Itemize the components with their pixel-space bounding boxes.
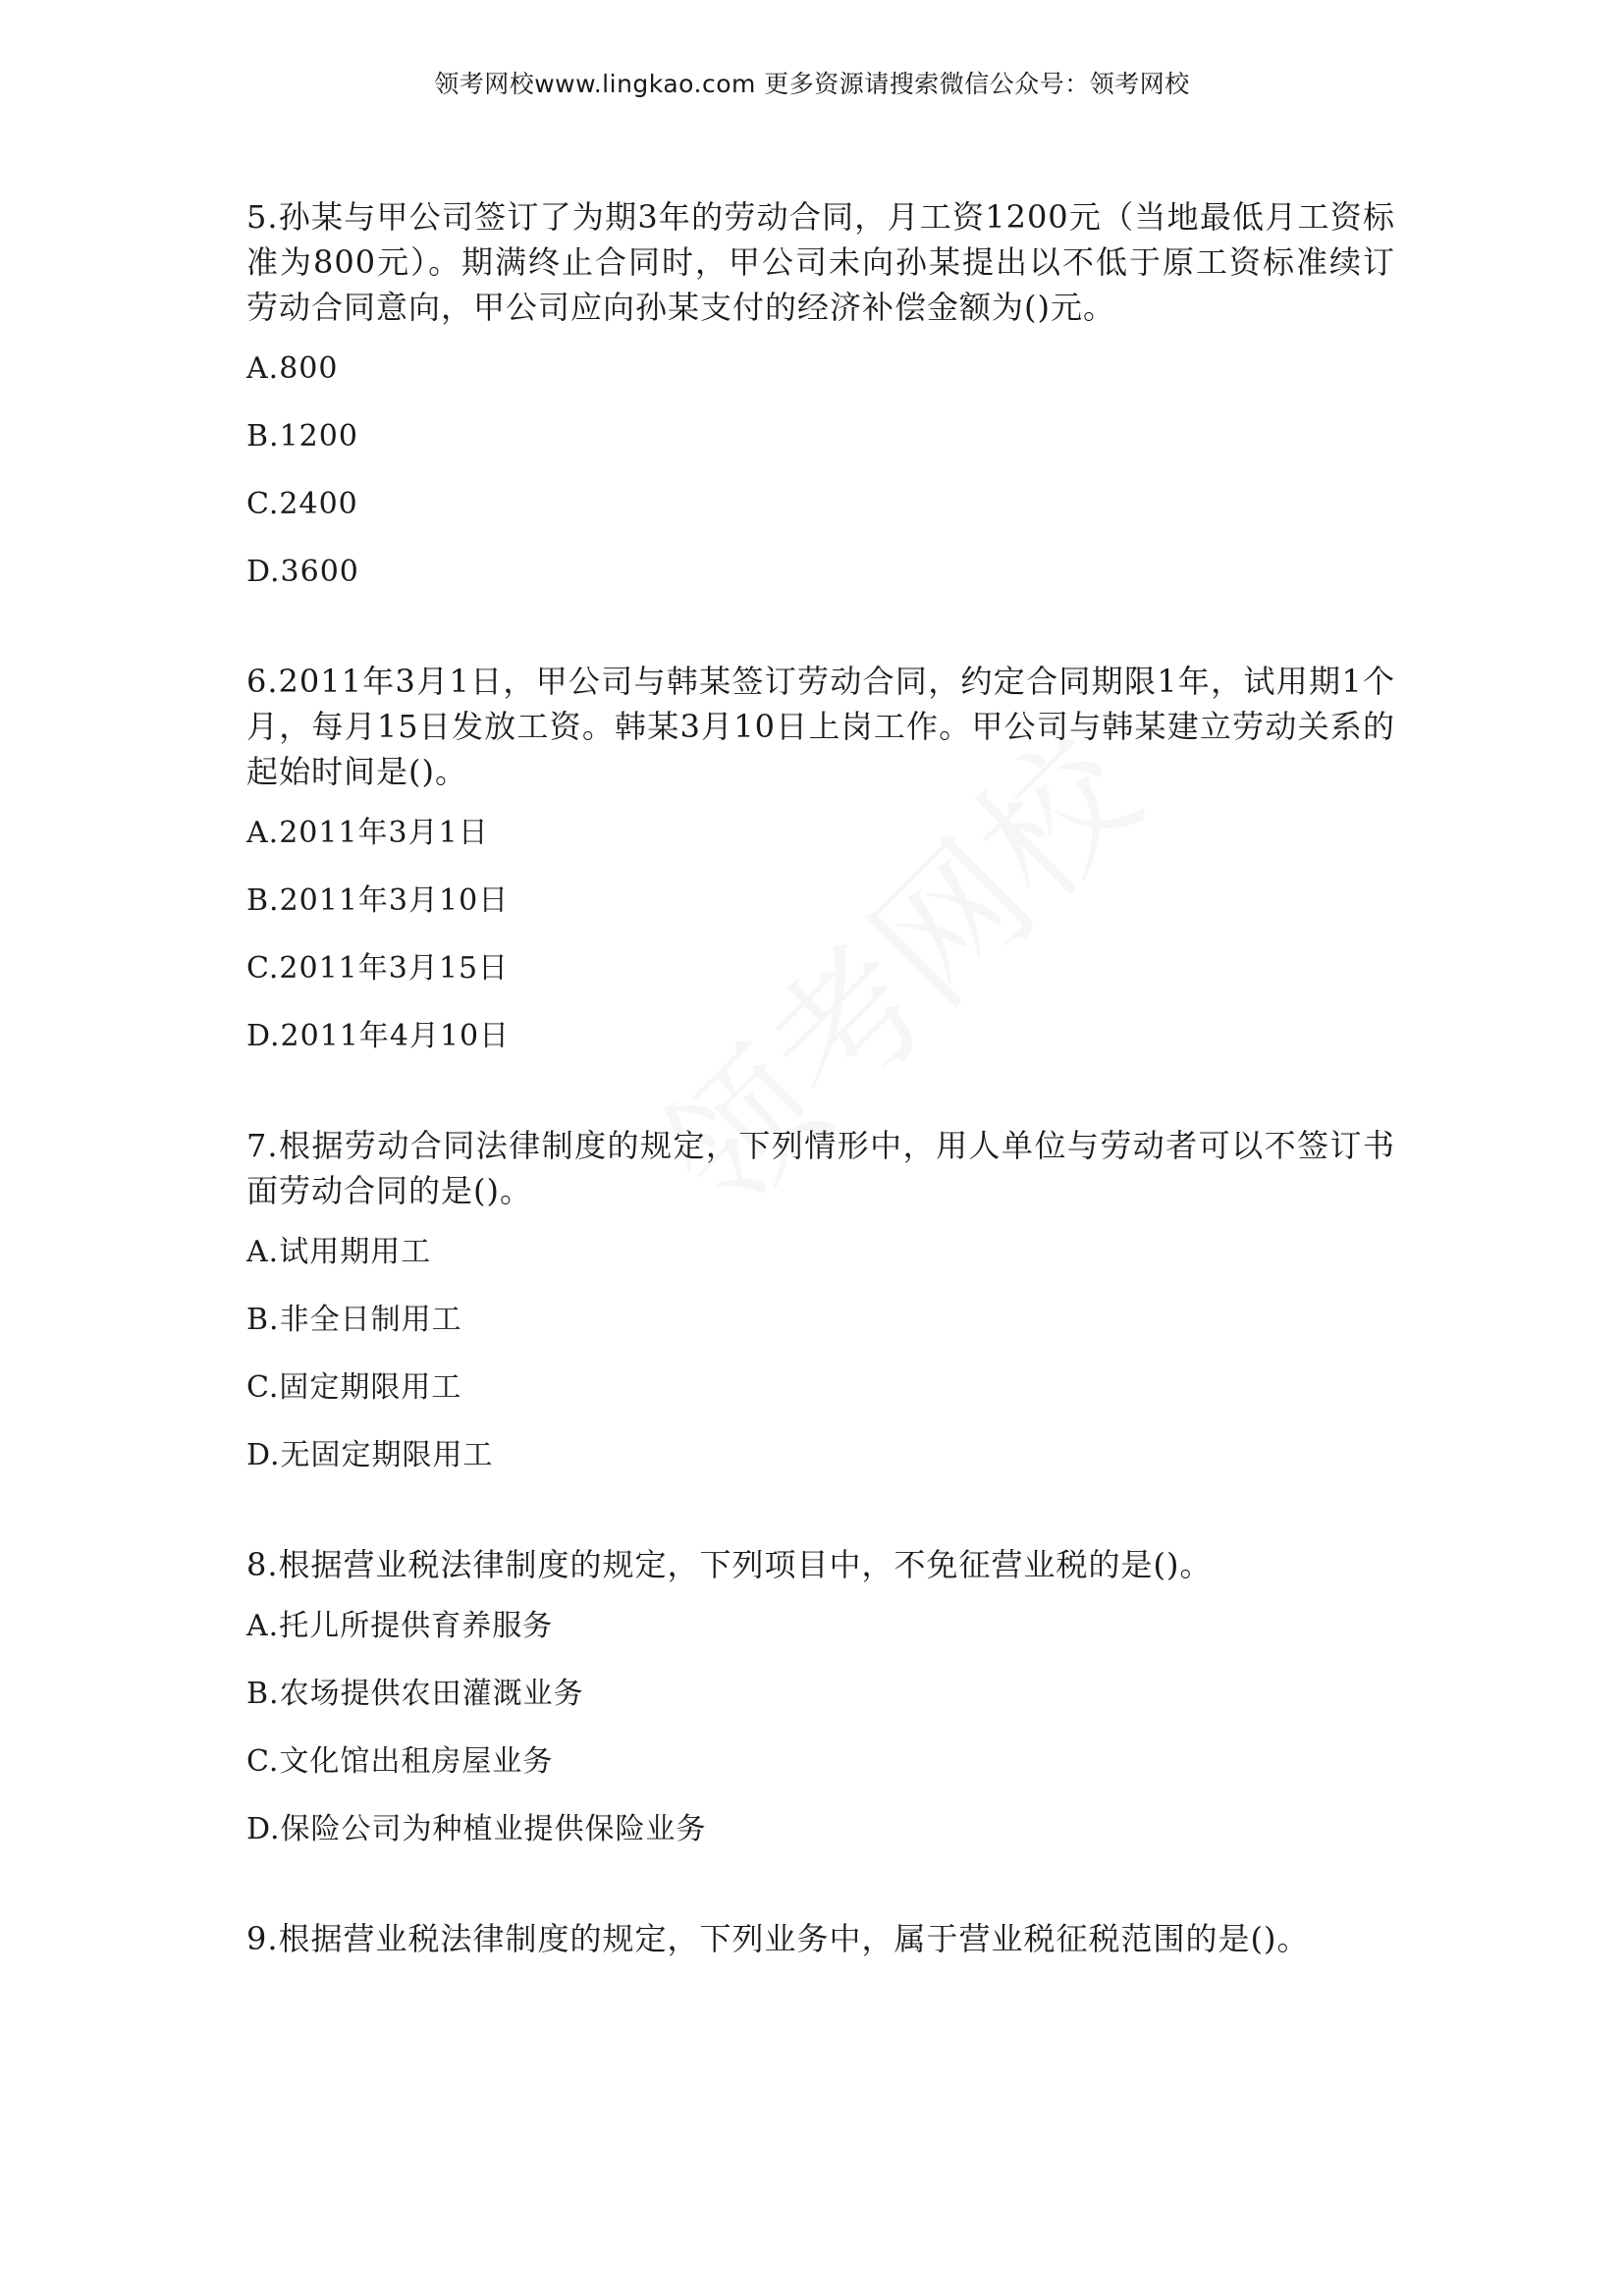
question-stem: 8.根据营业税法律制度的规定，下列项目中，不免征营业税的是()。 (246, 1546, 1213, 1583)
question-list (246, 194, 1395, 2028)
option-d: D.保险公司为种植业提供保险业务 (246, 1812, 707, 1846)
question-6 (246, 659, 1395, 1056)
option-b: B.农场提供农田灌溉业务 (246, 1677, 584, 1711)
question-8 (246, 1542, 1395, 1849)
option-a: A.托儿所提供育养服务 (246, 1609, 554, 1643)
option-b: B.2011年3月10日 (246, 883, 510, 918)
question-9 (246, 1916, 1395, 1961)
question-stem: 5.孙某与甲公司签订了为期3年的劳动合同，月工资1200元（当地最低月工资标准为800元）。期满终止合同时，甲公司未向孙某提出以不低于原工资标准续订劳动合同意向，甲公司应向孙某支付的经济补偿金额为()元。 (246, 198, 1395, 326)
option-b: B.非全日制用工 (246, 1303, 462, 1337)
question-7 (246, 1123, 1395, 1475)
page-header: 领考网校www.lingkao.com 更多资源请搜索微信公众号：领考网校 (434, 70, 1190, 98)
question-stem: 7.根据劳动合同法律制度的规定，下列情形中，用人单位与劳动者可以不签订书面劳动合同的是()。 (246, 1127, 1395, 1209)
option-b: B.1200 (246, 419, 358, 454)
option-d: D.3600 (246, 555, 359, 589)
option-c: C.固定期限用工 (246, 1370, 462, 1405)
option-a: A.2011年3月1日 (246, 816, 489, 850)
option-d: D.无固定期限用工 (246, 1438, 494, 1472)
question-stem: 6.2011年3月1日，甲公司与韩某签订劳动合同，约定合同期限1年，试用期1个月，每月15日发放工资。韩某3月10日上岗工作。甲公司与韩某建立劳动关系的起始时间是()。 (246, 663, 1395, 790)
option-a: A.800 (246, 351, 339, 386)
option-c: C.2400 (246, 487, 358, 521)
option-a: A.试用期用工 (246, 1235, 432, 1269)
question-stem: 9.根据营业税法律制度的规定，下列业务中，属于营业税征税范围的是()。 (246, 1920, 1310, 1957)
question-5 (246, 194, 1395, 592)
option-c: C.2011年3月15日 (246, 951, 510, 986)
option-c: C.文化馆出租房屋业务 (246, 1744, 554, 1779)
option-d: D.2011年4月10日 (246, 1019, 511, 1053)
